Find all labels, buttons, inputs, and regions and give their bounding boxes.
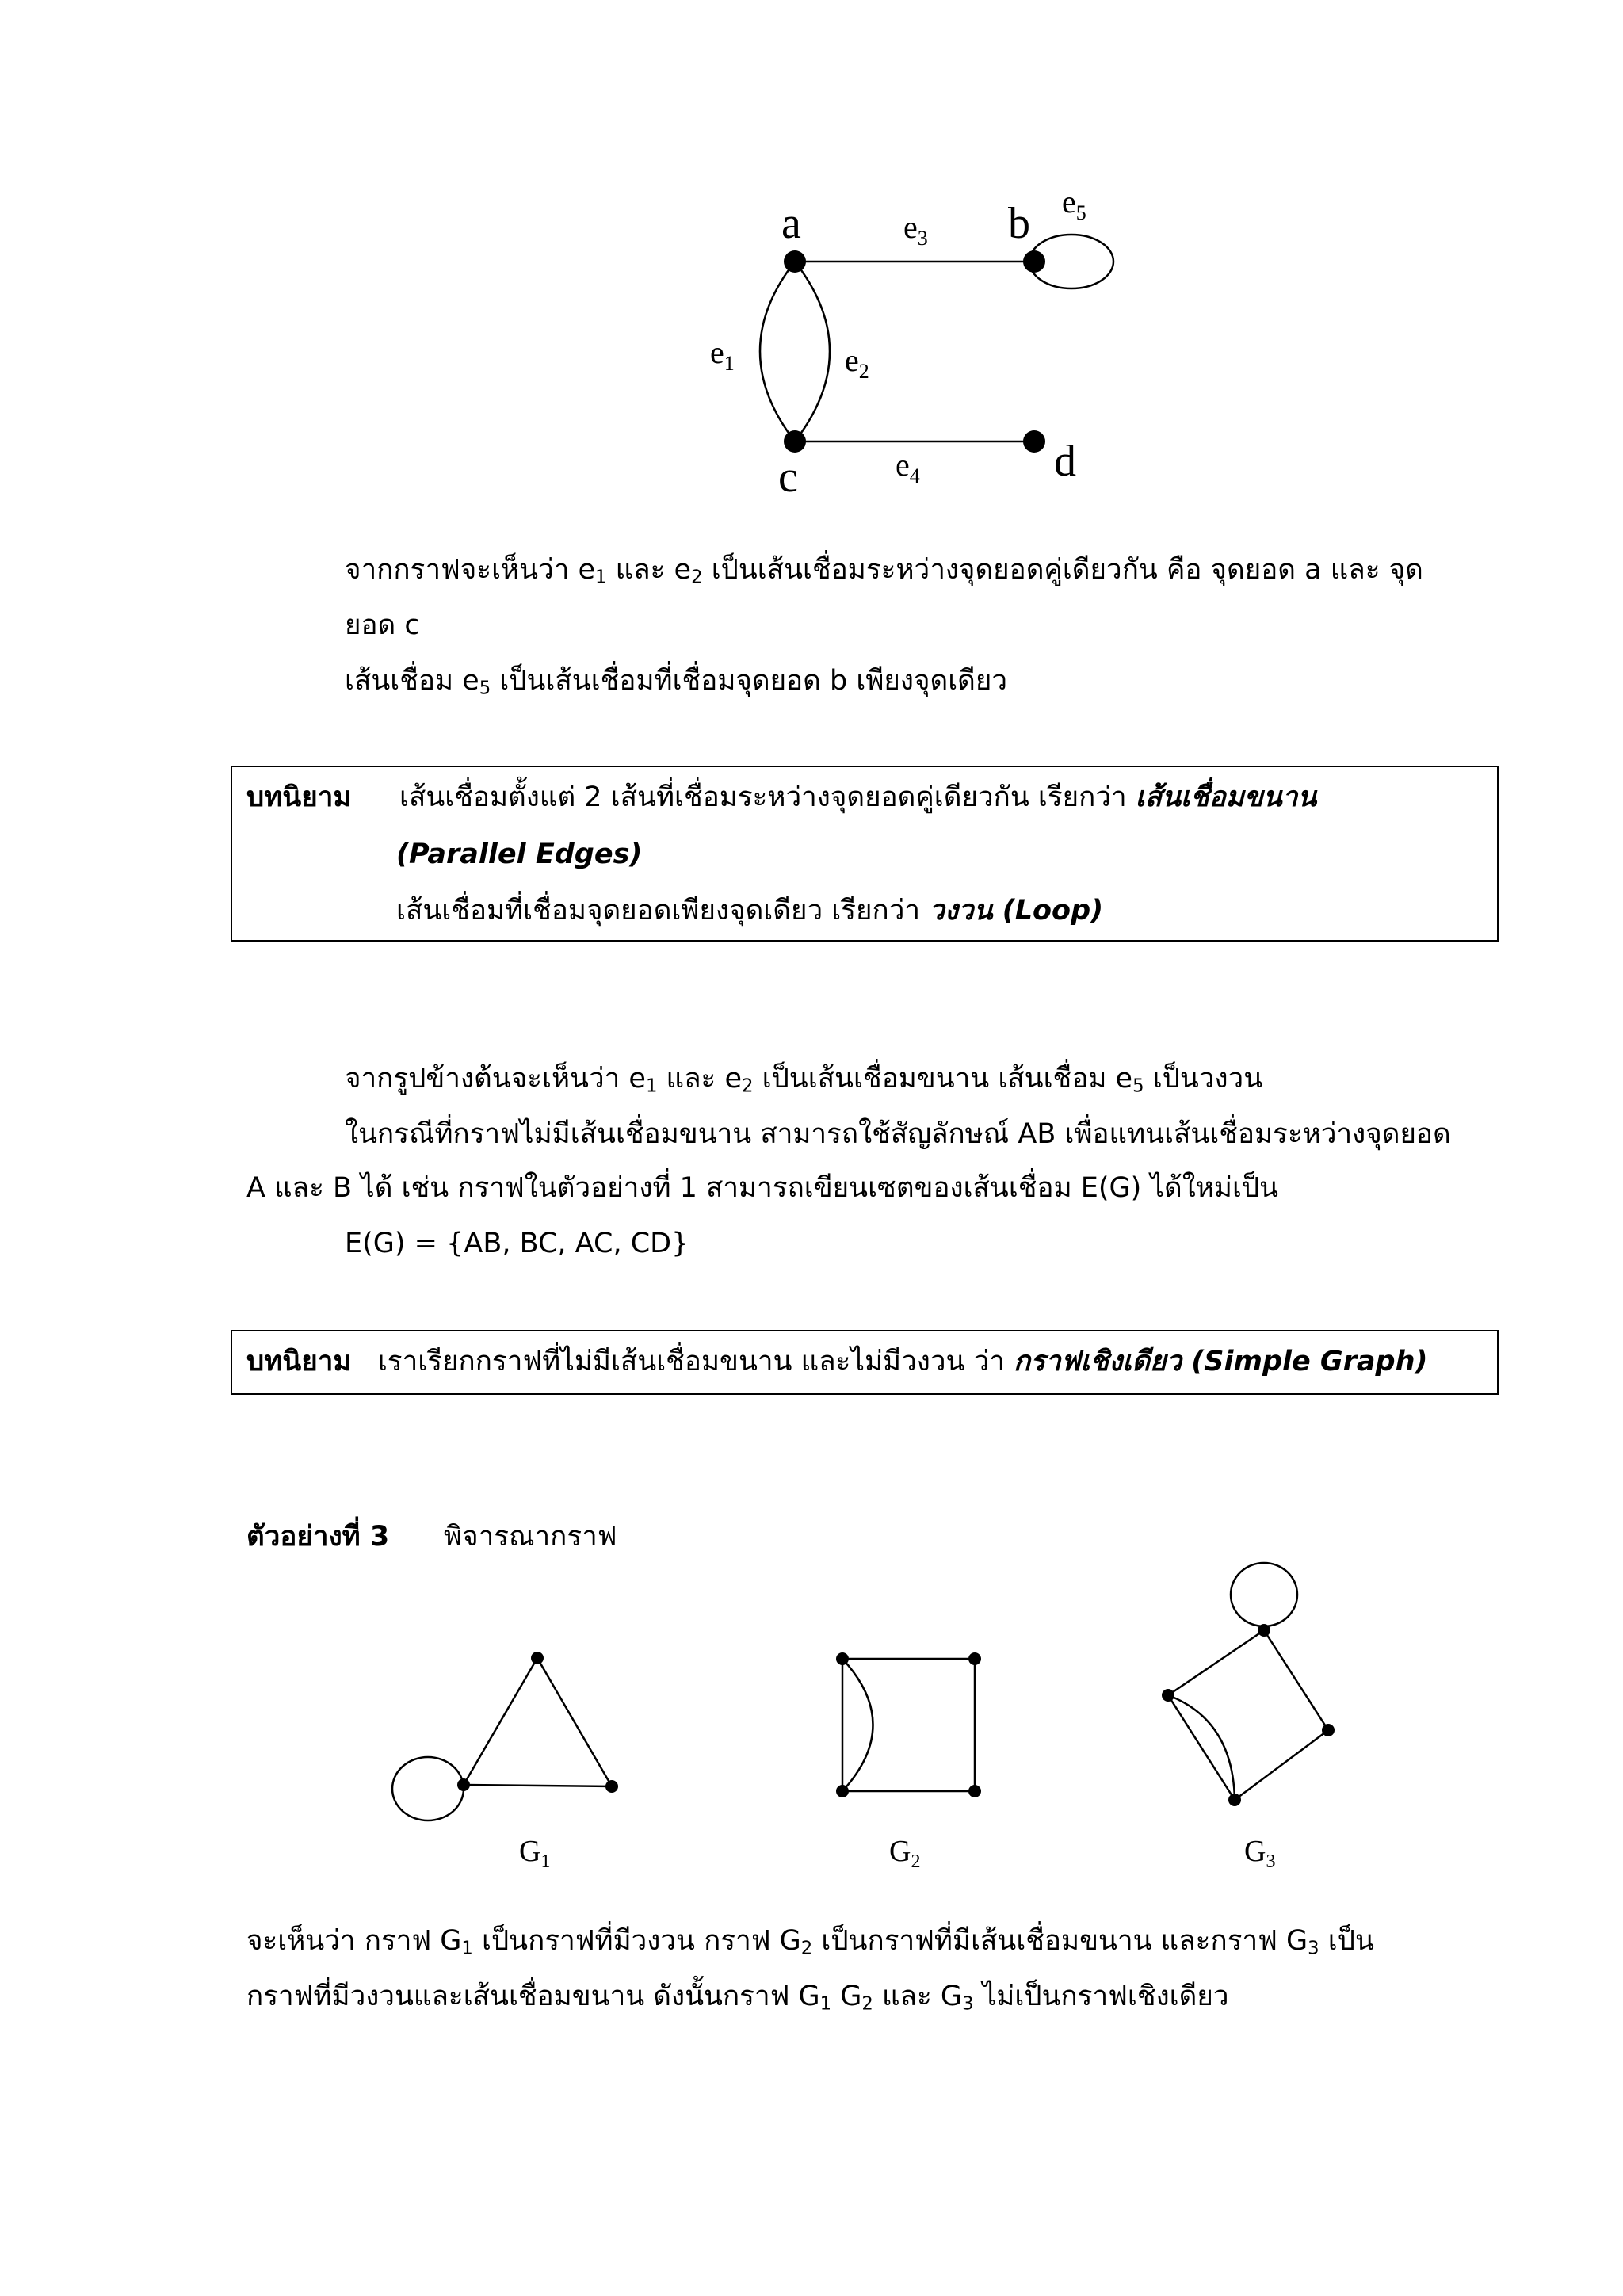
paragraph-1-line-3: เส้นเชื่อม $e_5$ เป็นเส้นเชื่อมที่เชื่อมจุดยอด b เพียงจุดเดียว bbox=[345, 665, 1008, 699]
g2-parallel-edge bbox=[842, 1659, 873, 1791]
g3-vertex-left bbox=[1162, 1689, 1174, 1702]
g1-label: $G_1$ bbox=[519, 1835, 551, 1872]
definition-1-line-3: เส้นเชื่อมที่เชื่อมจุดยอดเพียงจุดเดียว เรียกว่า วงวน (Loop) bbox=[396, 895, 1104, 926]
definition-1-line-2: (Parallel Edges) bbox=[396, 839, 643, 870]
g2-vertex-tl bbox=[836, 1652, 849, 1665]
graph-g3 bbox=[1168, 1563, 1328, 1800]
paragraph-2-line-1: จากรูปข้างต้นจะเห็นว่า $e_1$ และ $e_2$ เป็นเส้นเชื่อมขนาน เส้นเชื่อม $e_5$ เป็นวงวน bbox=[345, 1063, 1263, 1097]
edge-label-e4: $e_4$ bbox=[896, 447, 920, 487]
vertex-label-b: b bbox=[1008, 199, 1030, 248]
g1-vertex-right bbox=[605, 1780, 618, 1793]
g2-label: $G_2$ bbox=[889, 1835, 921, 1872]
g3-vertex-right bbox=[1322, 1724, 1335, 1736]
paragraph-1-line-2: ยอด c bbox=[345, 609, 420, 641]
definition-2-label: บทนิยาม bbox=[246, 1346, 352, 1377]
term-simple-graph: กราฟเชิงเดียว (Simple Graph) bbox=[1014, 1346, 1428, 1377]
g3-label: $G_3$ bbox=[1244, 1835, 1276, 1872]
definition-2-line: บทนิยาม เราเรียกกราฟที่ไม่มีเส้นเชื่อมขนาน และไม่มีวงวน ว่า กราฟเชิงเดียว (Simple Graph) bbox=[246, 1346, 1428, 1377]
vertex-label-d: d bbox=[1054, 437, 1076, 486]
vertex-label-a: a bbox=[781, 199, 801, 248]
paragraph-2-line-2: ในกรณีที่กราฟไม่มีเส้นเชื่อมขนาน สามารถใช้สัญลักษณ์ AB เพื่อแทนเส้นเชื่อมระหว่างจุดยอด bbox=[345, 1118, 1451, 1150]
g3-loop bbox=[1231, 1563, 1297, 1626]
paragraph-3-line-1: จะเห็นว่า กราฟ $G_1$ เป็นกราฟที่มีวงวน กราฟ $G_2$ เป็นกราฟที่มีเส้นเชื่อมขนาน และกราฟ $G_3$ เป็น bbox=[246, 1925, 1374, 1959]
g3-vertex-bottom bbox=[1228, 1794, 1241, 1806]
graph-g2 bbox=[842, 1659, 975, 1791]
g2-vertex-bl bbox=[836, 1785, 849, 1797]
definition-1-label: บทนิยาม bbox=[246, 781, 352, 813]
paragraph-2-line-3: A และ B ได้ เช่น กราฟในตัวอย่างที่ 1 สามารถเขียนเซตของเส้นเชื่อม E(G) ได้ใหม่เป็น bbox=[246, 1172, 1279, 1204]
example-3-text: พิจารณากราฟ bbox=[444, 1521, 617, 1553]
paragraph-1-line-1: จากกราฟจะเห็นว่า $e_1$ และ $e_2$ เป็นเส้นเชื่อมระหว่างจุดยอดคู่เดียวกัน คือ จุดยอด a และ จุด bbox=[345, 554, 1423, 588]
edge-label-e5: $e_5$ bbox=[1062, 184, 1086, 224]
paragraph-3-line-2: กราฟที่มีวงวนและเส้นเชื่อมขนาน ดังนั้นกราฟ $G_1$ $G_2$ และ $G_3$ ไม่เป็นกราฟเชิงเดียว bbox=[246, 1981, 1229, 2015]
edge-label-e2: $e_2$ bbox=[845, 342, 869, 383]
example-3-label: ตัวอย่างที่ 3 bbox=[246, 1521, 390, 1553]
g1-loop bbox=[392, 1757, 464, 1820]
edge-label-e1: $e_1$ bbox=[710, 334, 735, 375]
g1-vertex-top bbox=[531, 1652, 544, 1664]
graph-g1 bbox=[392, 1658, 612, 1820]
vertex-label-c: c bbox=[778, 453, 798, 502]
g3-vertex-top bbox=[1258, 1624, 1270, 1637]
g1-vertex-left bbox=[457, 1778, 470, 1791]
term-loop: วงวน (Loop) bbox=[929, 895, 1104, 926]
paragraph-2-line-4: E(G) = {AB, BC, AC, CD} bbox=[345, 1228, 689, 1259]
edge-label-e3: $e_3$ bbox=[903, 209, 928, 250]
term-parallel-edges-thai: เส้นเชื่อมขนาน bbox=[1135, 781, 1317, 813]
g2-vertex-tr bbox=[968, 1652, 981, 1665]
g2-vertex-br bbox=[968, 1785, 981, 1797]
definition-1-line-1: เส้นเชื่อมตั้งแต่ 2 เส้นที่เชื่อมระหว่างจุดยอดคู่เดียวกัน เรียกว่า เส้นเชื่อมขนาน bbox=[399, 781, 1317, 813]
